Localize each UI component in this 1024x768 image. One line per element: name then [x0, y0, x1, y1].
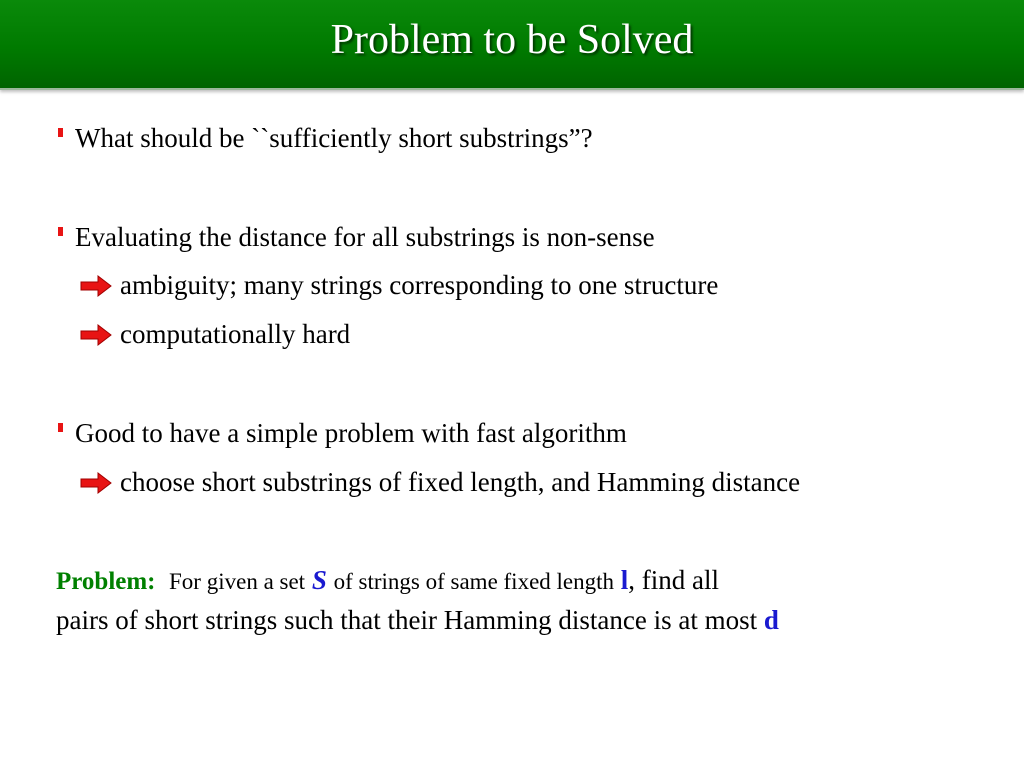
sub-text: computationally hard	[120, 319, 351, 349]
problem-text: pairs of short strings such that their Hamming distance is at most	[56, 605, 758, 635]
bullet-text: Good to have a simple problem with fast algorithm	[75, 418, 627, 448]
problem-line-2	[56, 604, 779, 636]
bullet-item	[58, 221, 655, 253]
title-bar	[0, 0, 1024, 90]
variable-d: d	[763, 605, 779, 635]
problem-text: , find all	[628, 565, 720, 595]
problem-text: For given a set	[169, 569, 306, 594]
bullet-icon	[58, 128, 63, 137]
problem-text: of strings of same fixed length	[333, 569, 615, 594]
sub-item	[80, 466, 800, 498]
sub-text: ambiguity; many strings corresponding to one structure	[120, 270, 719, 300]
problem-label: Problem:	[56, 568, 156, 595]
variable-s: S	[311, 565, 327, 595]
slide-title: Problem to be Solved	[330, 17, 694, 63]
right-arrow-icon	[80, 274, 112, 298]
bullet-item	[58, 122, 593, 154]
bullet-icon	[58, 423, 63, 432]
sub-item	[80, 269, 718, 301]
right-arrow-icon	[80, 323, 112, 347]
sub-item	[80, 318, 350, 350]
bullet-icon	[58, 227, 63, 236]
bullet-text: Evaluating the distance for all substrings is non-sense	[75, 222, 655, 252]
right-arrow-icon	[80, 471, 112, 495]
problem-line-1	[56, 564, 719, 598]
variable-l: l	[620, 565, 629, 595]
bullet-text: What should be ``sufficiently short substrings”?	[75, 123, 593, 153]
sub-text: choose short substrings of fixed length, and Hamming distance	[120, 467, 801, 497]
bullet-item	[58, 417, 627, 449]
